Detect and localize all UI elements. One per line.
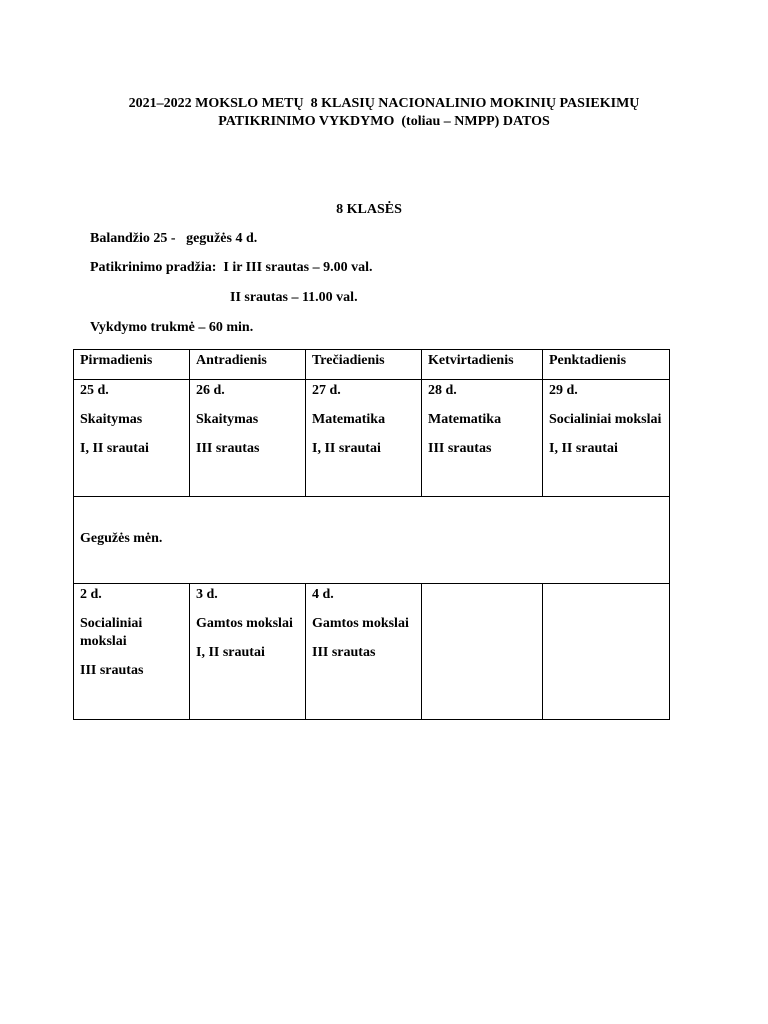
cell-stream: I, II srautai xyxy=(312,441,381,456)
table-cell xyxy=(306,380,422,497)
document-title xyxy=(0,95,768,131)
table-cell xyxy=(543,380,670,497)
cell-subject: Skaitymas xyxy=(196,412,259,427)
cell-subject: Gamtos mokslai xyxy=(312,616,409,631)
table-cell-empty xyxy=(543,584,670,720)
table-cell xyxy=(74,584,190,720)
period-text: Balandžio 25 - gegužės 4 d. xyxy=(90,231,258,246)
cell-day: 4 d. xyxy=(312,587,334,602)
header-tuesday: Antradienis xyxy=(190,350,306,380)
table-row xyxy=(74,584,670,720)
cell-subject: Gamtos mokslai xyxy=(196,616,293,631)
cell-day: 28 d. xyxy=(428,383,457,398)
cell-stream: III srautas xyxy=(312,645,376,660)
table-cell xyxy=(422,380,543,497)
start-time-text-2: II srautas – 11.00 val. xyxy=(230,290,358,305)
month-label: Gegužės mėn. xyxy=(74,497,670,584)
cell-stream: III srautas xyxy=(80,663,144,678)
cell-day: 2 d. xyxy=(80,587,102,602)
cell-subject: Socialiniai mokslai xyxy=(80,616,143,649)
header-monday: Pirmadienis xyxy=(74,350,190,380)
table-cell xyxy=(306,584,422,720)
cell-stream: I, II srautai xyxy=(196,645,265,660)
header-wednesday: Trečiadienis xyxy=(306,350,422,380)
cell-subject: Matematika xyxy=(428,412,502,427)
header-friday: Penktadienis xyxy=(543,350,670,380)
start-time-text: Patikrinimo pradžia: I ir III srautas – 9.00 val. xyxy=(90,260,373,275)
cell-day: 25 d. xyxy=(80,383,109,398)
cell-day: 29 d. xyxy=(549,383,578,398)
duration-text: Vykdymo trukmė – 60 min. xyxy=(90,320,254,335)
table-header-row xyxy=(74,350,670,380)
cell-day: 26 d. xyxy=(196,383,225,398)
cell-stream: I, II srautai xyxy=(80,441,149,456)
cell-day: 27 d. xyxy=(312,383,341,398)
cell-stream: I, II srautai xyxy=(549,441,618,456)
title-line-2: PATIKRINIMO VYKDYMO (toliau – NMPP) DATOS xyxy=(218,114,550,129)
table-row xyxy=(74,380,670,497)
table-cell xyxy=(74,380,190,497)
cell-subject: Socialiniai mokslai xyxy=(549,412,662,427)
title-line-1: 2021–2022 MOKSLO METŲ 8 KLASIŲ NACIONALINIO MOKINIŲ PASIEKIMŲ xyxy=(128,96,640,111)
cell-stream: III srautas xyxy=(428,441,492,456)
cell-day: 3 d. xyxy=(196,587,218,602)
schedule-table xyxy=(73,349,670,720)
class-heading: 8 KLASĖS xyxy=(336,202,402,217)
header-thursday: Ketvirtadienis xyxy=(422,350,543,380)
cell-stream: III srautas xyxy=(196,441,260,456)
cell-subject: Skaitymas xyxy=(80,412,143,427)
table-row xyxy=(74,497,670,584)
table-cell xyxy=(190,584,306,720)
table-cell xyxy=(190,380,306,497)
cell-subject: Matematika xyxy=(312,412,386,427)
table-cell-empty xyxy=(422,584,543,720)
